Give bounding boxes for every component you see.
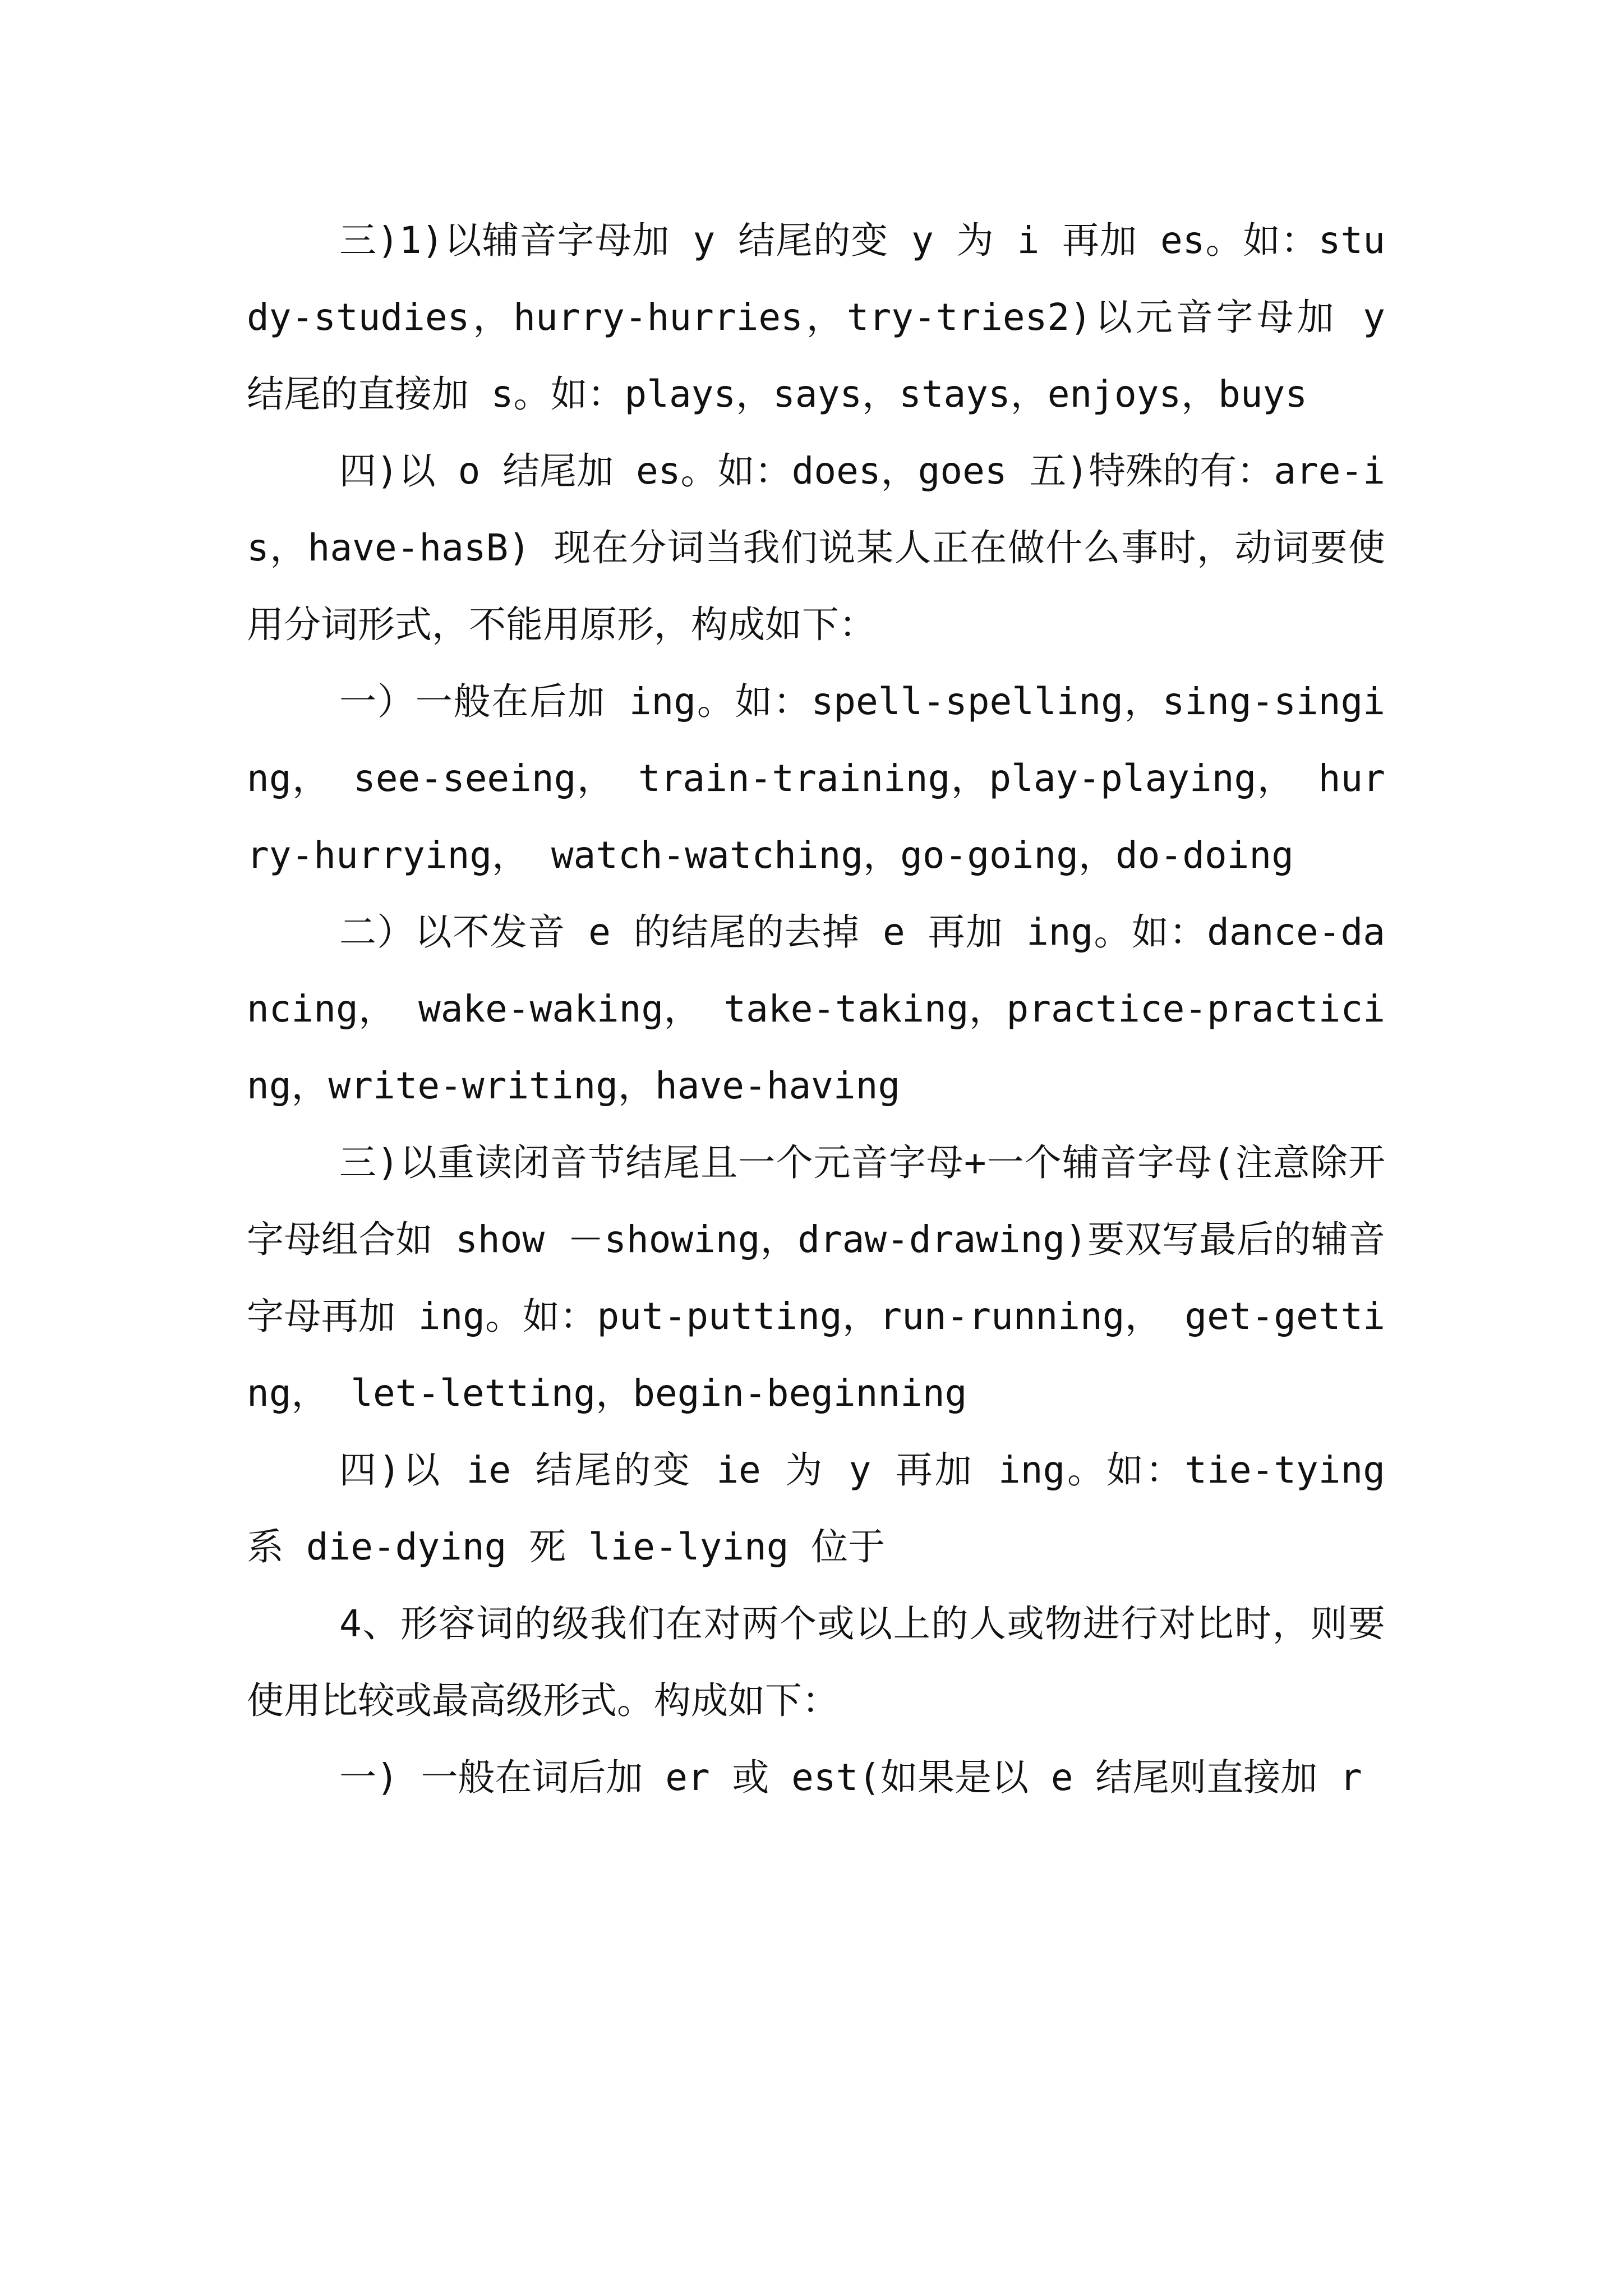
paragraph-adjective-degrees: 4、形容词的级我们在对两个或以上的人或物进行对比时，则要使用比较或最高级形式。构成如下： [247, 1602, 1385, 1722]
paragraph-comparative-rule: 一) 一般在词后加 er 或 est(如果是以 e 结尾则直接加 r [339, 1756, 1362, 1799]
document-body [247, 202, 1385, 1816]
paragraph-verb-o-ending: 四)以 o 结尾加 es。如：does，goes 五)特殊的有：are-is，have-hasB) 现在分词当我们说某人正在做什么事时，动词要使用分词形式，不能用原形，构成如下： [247, 449, 1385, 646]
paragraph-verb-y-ending: 三)1)以辅音字母加 y 结尾的变 y 为 i 再加 es。如：study-studies，hurry-hurries，try-tries2)以元音字母加 y 结尾的直接加 s。如：plays，says，stays，enjoys，buys [247, 219, 1385, 416]
paragraph-ing-silent-e: 二）以不发音 e 的结尾的去掉 e 再加 ing。如：dance-dancing， wake-waking， take-taking，practice-practicing，write-writing，have-having [247, 910, 1385, 1107]
paragraph-ing-double-consonant: 三)以重读闭音节结尾且一个元音字母+一个辅音字母(注意除开字母组合如 show －showing，draw-drawing)要双写最后的辅音字母再加 ing。如：put-putting，run-running， get-getting， let-letting，begin-beginning [247, 1141, 1385, 1415]
paragraph-ing-ie-ending: 四)以 ie 结尾的变 ie 为 y 再加 ing。如：tie-tying 系 die-dying 死 lie-lying 位于 [247, 1448, 1385, 1568]
paragraph-ing-general: 一）一般在后加 ing。如：spell-spelling，sing-singing， see-seeing， train-training，play-playing， hurry-hurrying， watch-watching，go-going，do-doing [247, 680, 1385, 877]
